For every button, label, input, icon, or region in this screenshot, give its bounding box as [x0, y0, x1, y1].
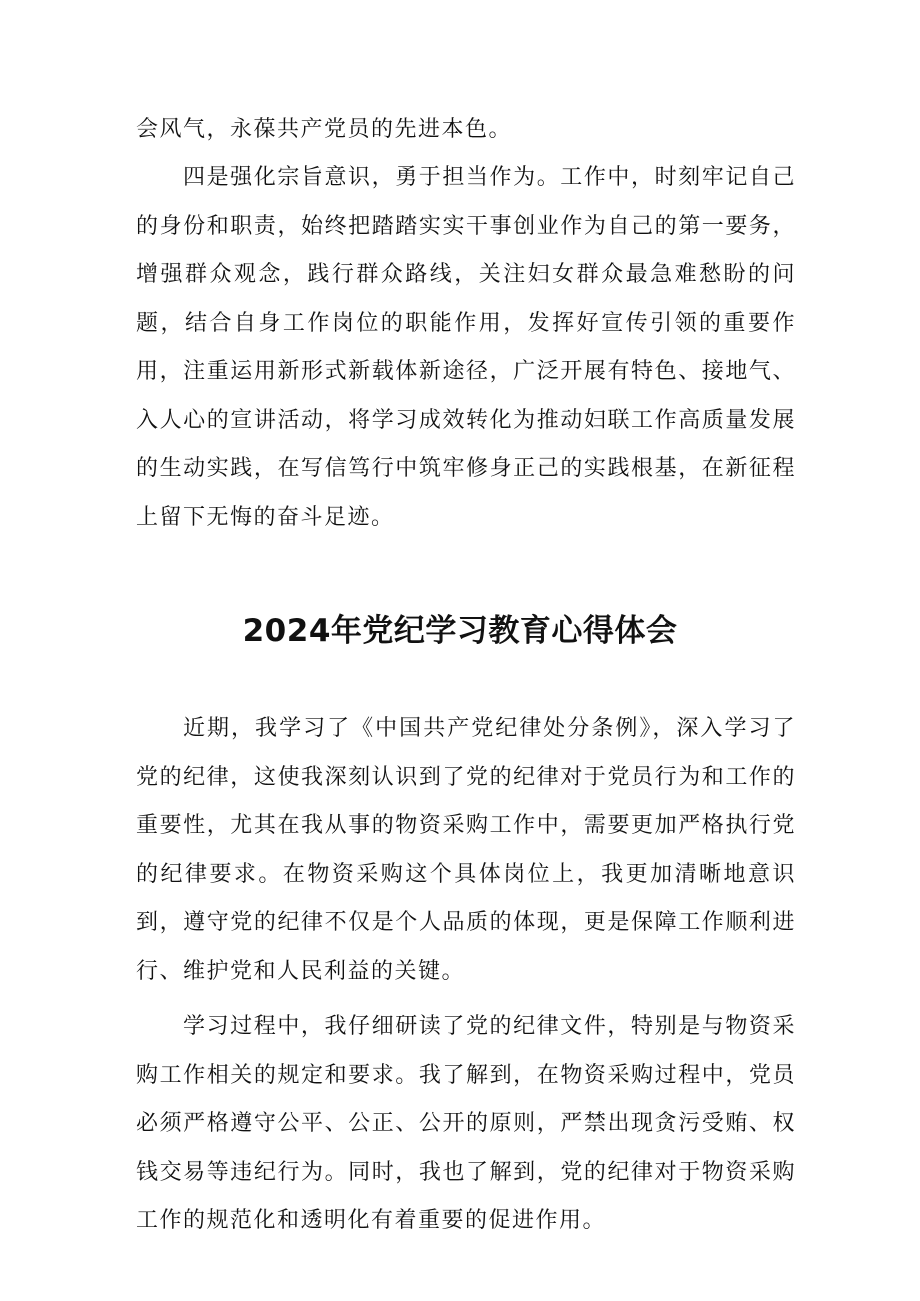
essay-title: 2024年党纪学习教育心得体会 [242, 613, 678, 649]
paragraph-four: 四是强化宗旨意识，勇于担当作为。工作中，时刻牢记自己的身份和职责，始终把踏踏实实干事创业作为自己的第一要务，增强群众观念，践行群众路线，关注妇女群众最急难愁盼的问题，结合自身工作岗位的职能作用，发挥好宣传引领的重要作用，注重运用新形式新载体新途径，广泛开展有特色、接地气、入人心的宣讲活动，将学习成效转化为推动妇联工作高质量发展的生动实践，在写信笃行中筑牢修身正己的实践根基，在新征程上留下无悔的奋斗足迹。 [136, 165, 796, 530]
essay-paragraph-1: 近期，我学习了《中国共产党纪律处分条例》，深入学习了党的纪律，这使我深刻认识到了党的纪律对于党员行为和工作的重要性，尤其在我从事的物资采购工作中，需要更加严格执行党的纪律要求。在物资采购这个具体岗位上，我更加清晰地意识到，遵守党的纪律不仅是个人品质的体现，更是保障工作顺利进行、维护党和人民利益的关键。 [136, 716, 796, 984]
essay-paragraph-2: 学习过程中，我仔细研读了党的纪律文件，特别是与物资采购工作相关的规定和要求。我了解到，在物资采购过程中，党员必须严格遵守公平、公正、公开的原则，严禁出现贪污受贿、权钱交易等违纪行为。同时，我也了解到，党的纪律对于物资采购工作的规范化和透明化有着重要的促进作用。 [136, 1014, 796, 1233]
continuation-paragraph: 会风气，永葆共产党员的先进本色。 [136, 117, 513, 142]
